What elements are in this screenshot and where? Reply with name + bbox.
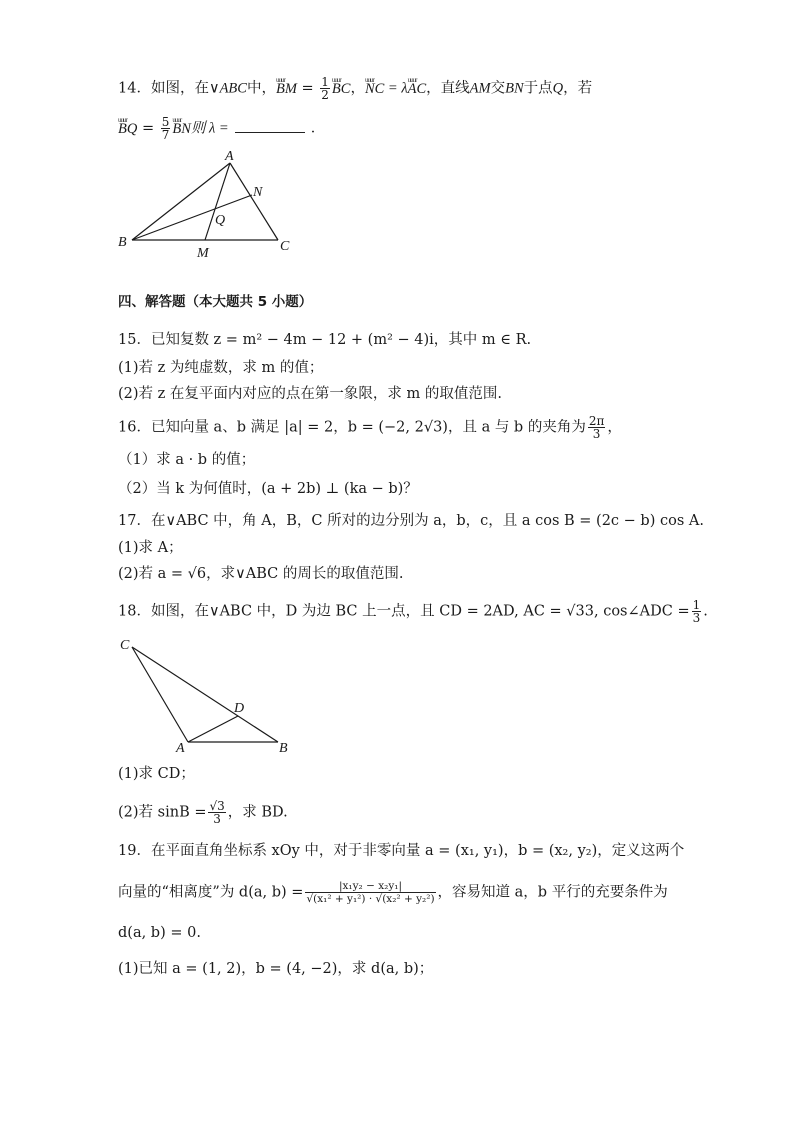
fraction-sin: $\frac{√3}{3}$ bbox=[209, 799, 225, 826]
q14-line2: uuur BQ = $\frac{5}{7}$ uuur BN则 λ = ． bbox=[118, 116, 325, 141]
q16-part2: （2）当 k 为何值时，(a + 2b) ⊥ (ka − b)？ bbox=[118, 481, 418, 497]
q18-line1: 18．如图，在∨ABC 中，D 为边 BC 上一点，且 CD = 2AD, AC = √33, cos∠ADC = $\frac{1}{3}$ . bbox=[118, 598, 708, 625]
vector-bq: uuur BQ bbox=[118, 119, 137, 139]
q14-triangle-figure bbox=[110, 148, 310, 262]
q15-line1: 15．已知复数 z = m² − 4m − 12 + (m² − 4)i，其中 m ∈ R. bbox=[118, 332, 532, 348]
q18-part1: (1)求 CD； bbox=[118, 766, 195, 782]
vector-bn: uuur BN bbox=[172, 119, 191, 139]
label-c: C bbox=[280, 239, 290, 254]
vector-bm: uuur BM bbox=[276, 79, 297, 99]
q17-line1: 17．在∨ABC 中，角 A，B，C 所对的边分别为 a，b，c，且 a cos B = (2c − b) cos A. bbox=[118, 513, 704, 529]
label-d: D bbox=[234, 701, 245, 716]
q17-part2: (2)若 a = √6，求∨ABC 的周长的取值范围. bbox=[118, 566, 404, 582]
fraction-distance: $\frac{\text{|x₁y₂ − x₂y₁|}}{\text{√(x₁² + y₁²) · √(x₂² + y₂²)}}$ bbox=[306, 880, 435, 905]
fraction-angle: $\frac{2\pi}{3}$ bbox=[588, 414, 605, 441]
fraction-five-sevenths: $\frac{5}{7}$ bbox=[161, 115, 170, 142]
segment-bn bbox=[132, 195, 252, 240]
q14-number: 14． bbox=[118, 80, 151, 97]
q14-line1: 14．如图，在∨ABC中，uuur BM = $\frac{1}{2}$ uuur BC，uuur NC = λuuur AC，直线AM交BN于点Q，若 bbox=[118, 76, 592, 101]
side-cb bbox=[132, 647, 278, 742]
section-heading: 四、解答题（本大题共 5 小题） bbox=[118, 294, 313, 310]
fraction-half: $\frac{1}{2}$ bbox=[321, 75, 329, 102]
side-ab bbox=[132, 163, 230, 240]
q15-part1: (1)若 z 为纯虚数，求 m 的值； bbox=[118, 360, 324, 376]
segment-ad bbox=[188, 716, 238, 742]
answer-blank[interactable] bbox=[235, 118, 305, 133]
vector-ac: uuur AC bbox=[408, 79, 427, 99]
vector-nc: uuur NC bbox=[365, 79, 384, 99]
label-c: C bbox=[120, 638, 130, 653]
side-ca bbox=[132, 647, 188, 742]
q19-line1: 19．在平面直角坐标系 xOy 中，对于非零向量 a = (x₁, y₁)，b = (x₂, y₂)，定义这两个 bbox=[118, 843, 685, 859]
label-b: B bbox=[118, 235, 127, 250]
side-ac bbox=[230, 163, 278, 240]
q18-triangle-figure bbox=[112, 634, 302, 756]
q19-part1: (1)已知 a = (1, 2)，b = (4, −2)，求 d(a, b)； bbox=[118, 961, 434, 977]
vector-bc: uuur BC bbox=[332, 79, 351, 99]
segment-am bbox=[205, 163, 230, 240]
label-n: N bbox=[253, 185, 263, 200]
q18-part2: (2)若 sinB = $\frac{√3}{3}$ ，求 BD. bbox=[118, 799, 288, 826]
q16-line1: 16．已知向量 a、b 满足 |a| = 2，b = (−2, 2√3)，且 a 与 b 的夹角为 $\frac{2\pi}{3}$ ， bbox=[118, 414, 622, 441]
q19-line2: 向量的“相离度”为 d(a, b) = $\frac{\text{|x₁y₂ − x₂y₁|}}{\text{√(x₁² + y₁²) · √(x₂² + y₂²)}}$ ，容易知道 a，b 平行的充要条件为 bbox=[118, 880, 668, 905]
label-a: A bbox=[176, 741, 185, 756]
label-a: A bbox=[225, 149, 234, 164]
q16-part1: （1）求 a · b 的值； bbox=[118, 452, 256, 468]
label-b: B bbox=[279, 741, 288, 756]
q19-line3: d(a, b) = 0. bbox=[118, 925, 201, 941]
label-q: Q bbox=[215, 213, 226, 228]
label-m: M bbox=[197, 246, 209, 261]
fraction-cos: $\frac{1}{3}$ bbox=[692, 598, 701, 625]
q17-part1: (1)求 A； bbox=[118, 540, 183, 556]
q15-part2: (2)若 z 在复平面内对应的点在第一象限，求 m 的取值范围. bbox=[118, 386, 502, 402]
